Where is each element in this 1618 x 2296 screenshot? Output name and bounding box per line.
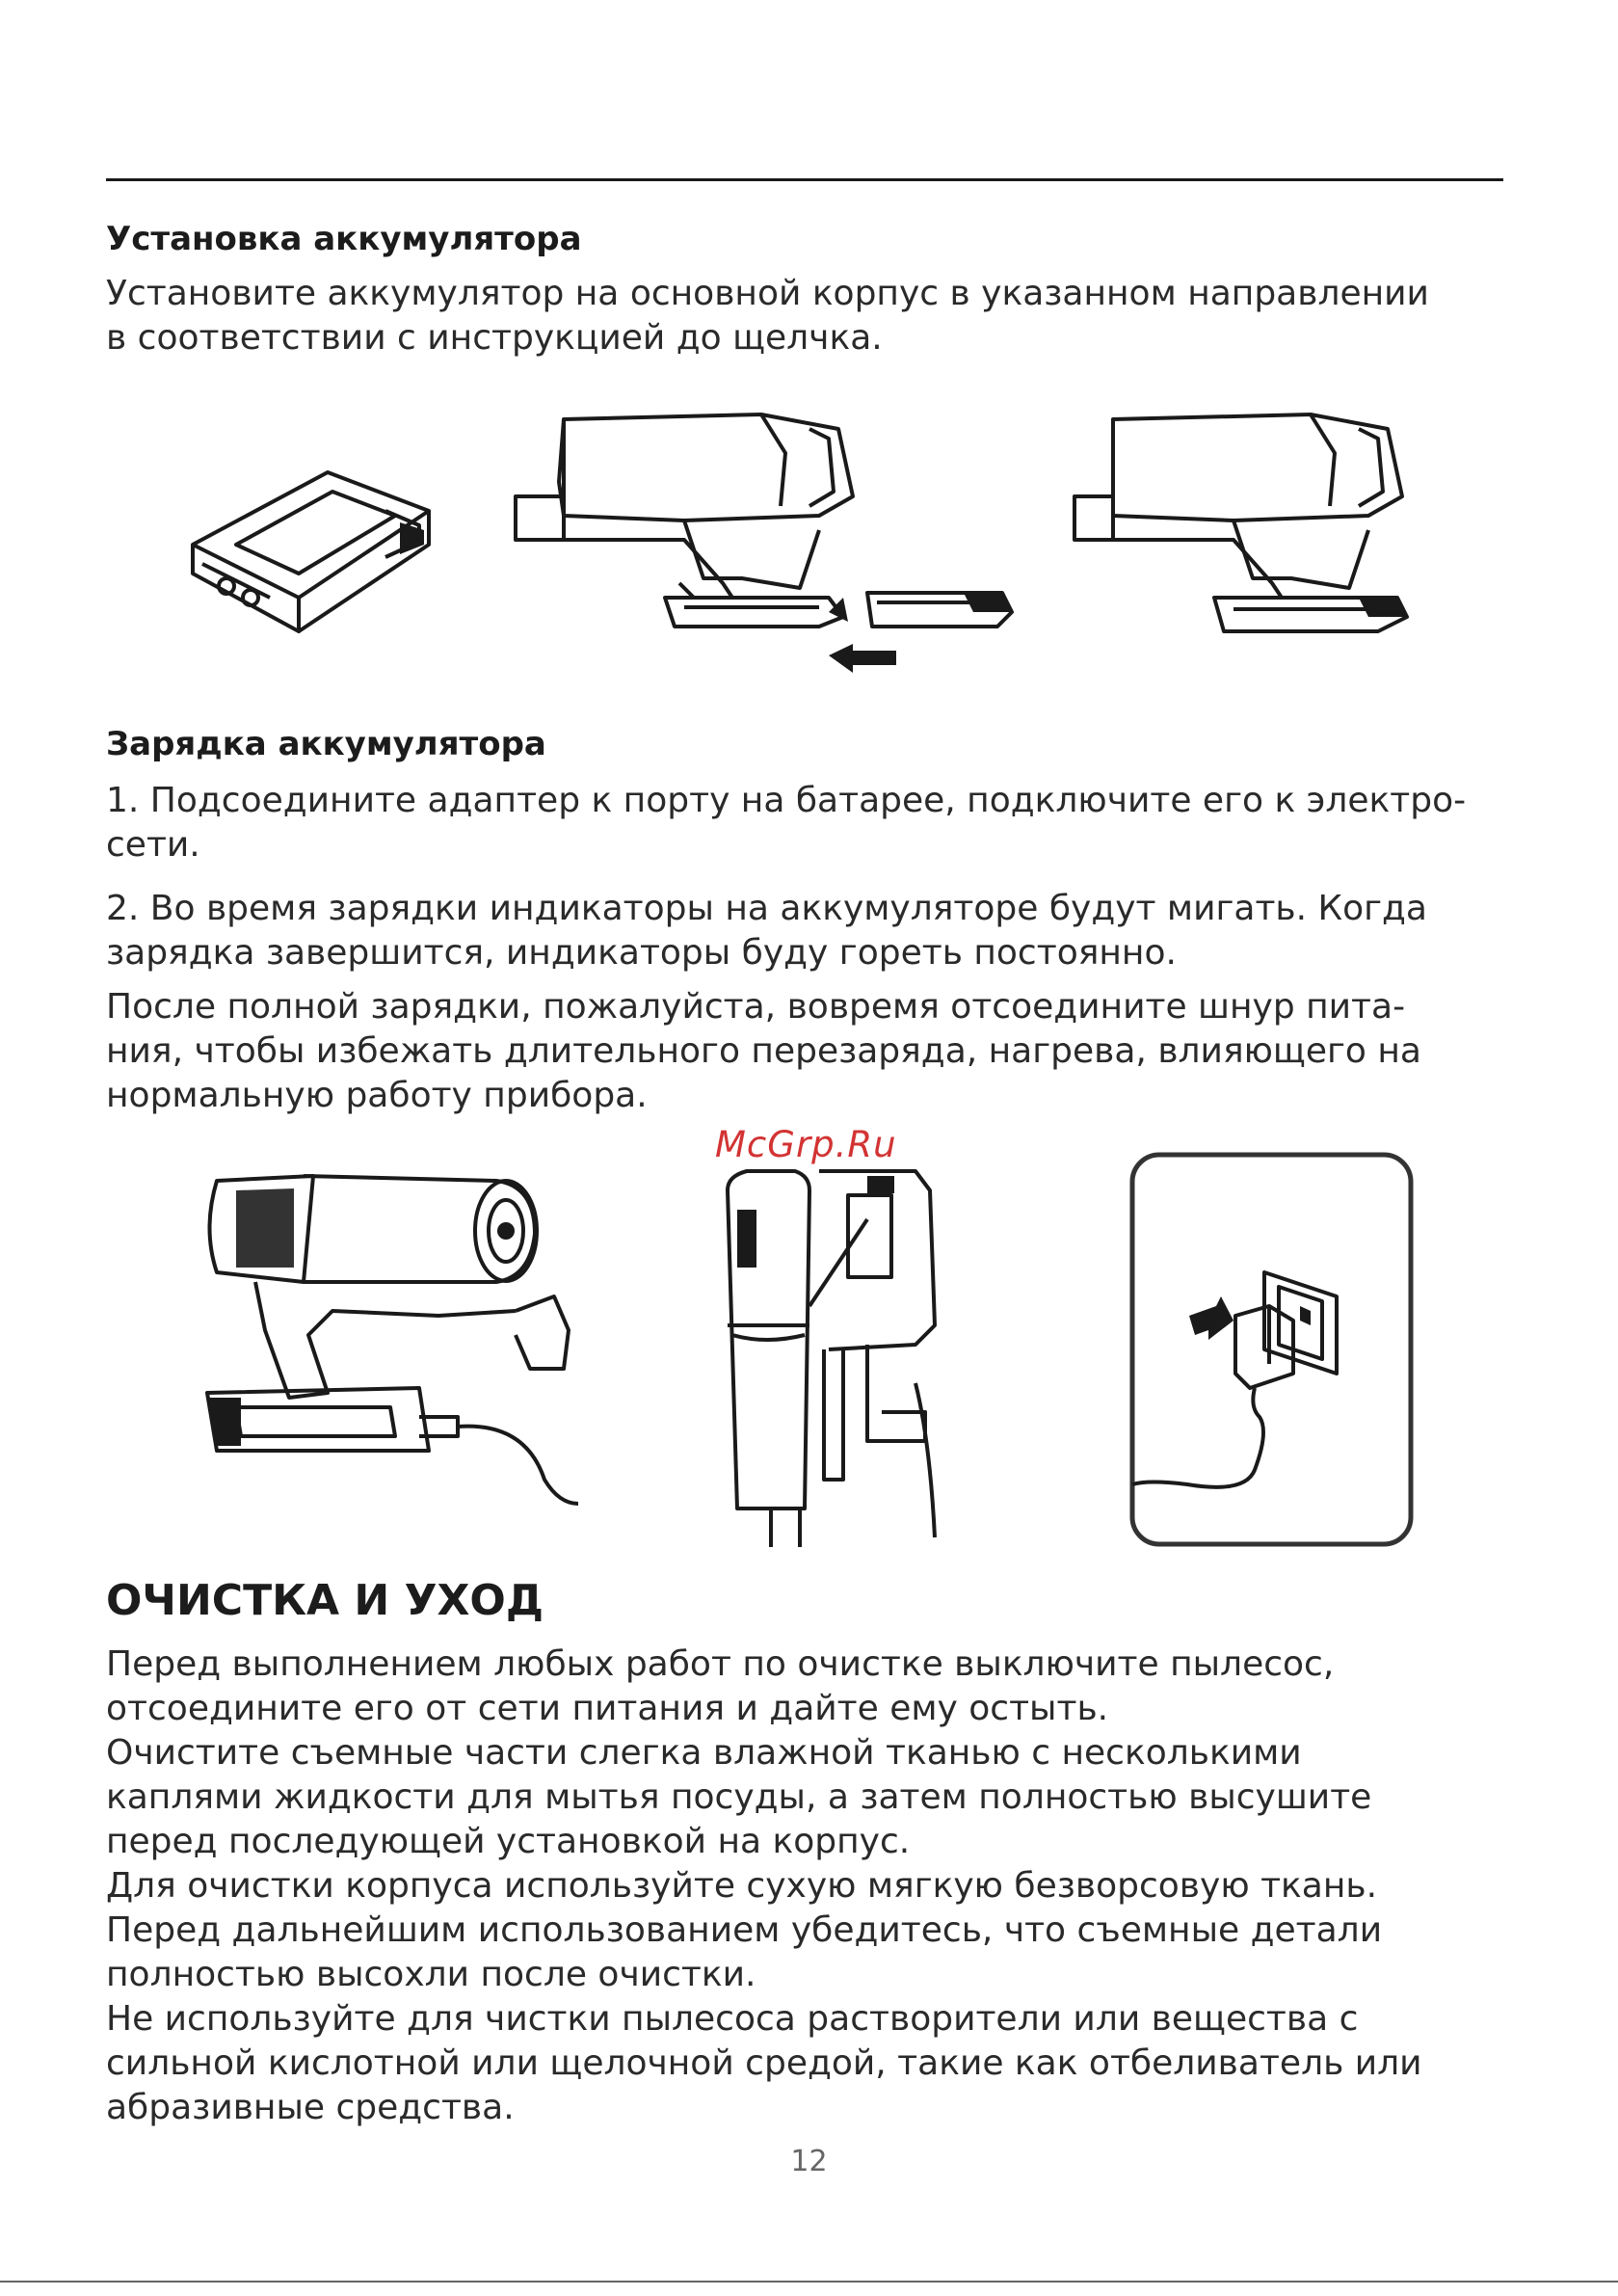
cleaning-line: Не используйте для чистки пылесоса растворители или вещества с bbox=[106, 1999, 1359, 2039]
charge-note-line-2: ния, чтобы избежать длительного перезаряда, нагрева, влияющего на bbox=[106, 1031, 1421, 1071]
cleaning-line: каплями жидкости для мытья посуды, а затем полностью высушите bbox=[106, 1777, 1372, 1817]
charge-step-1-line-2: сети. bbox=[106, 825, 200, 865]
charge-step-2-line-1: 2. Во время зарядки индикаторы на аккумуляторе будут мигать. Когда bbox=[106, 889, 1427, 928]
charge-step-1-line-1: 1. Подсоедините адаптер к порту на батарее, подключите его к электро- bbox=[106, 781, 1467, 820]
charge-note bbox=[106, 985, 1513, 1118]
charge-step-2-line-2: зарядка завершится, индикаторы буду гореть постоянно. bbox=[106, 933, 1177, 973]
vacuum-docked-illustration bbox=[713, 1152, 964, 1547]
charge-note-line-3: нормальную работу прибора. bbox=[106, 1076, 648, 1115]
cleaning-line: полностью высохли после очистки. bbox=[106, 1955, 756, 1994]
vacuum-battery-installed-illustration bbox=[1070, 395, 1417, 646]
cleaning-line: Очистите съемные части слегка влажной тканью с несколькими bbox=[106, 1733, 1302, 1773]
cleaning-line: перед последующей установкой на корпус. bbox=[106, 1822, 911, 1861]
battery-install-text bbox=[106, 272, 1513, 360]
cleaning-line: Перед дальнейшим использованием убедитесь, что съемные детали bbox=[106, 1910, 1383, 1950]
watermark: McGrp.Ru bbox=[715, 1124, 897, 1165]
top-divider bbox=[106, 178, 1503, 181]
battery-install-line-1: Установите аккумулятор на основной корпус в указанном направлении bbox=[106, 274, 1429, 313]
cleaning-line: Для очистки корпуса используйте сухую мягкую безворсовую ткань. bbox=[106, 1866, 1378, 1906]
battery-install-line-2: в соответствии с инструкцией до щелчка. bbox=[106, 318, 883, 358]
vacuum-battery-insert-illustration bbox=[511, 395, 1031, 694]
battery-install-heading: Установка аккумулятора bbox=[106, 220, 582, 258]
cleaning-title: ОЧИСТКА И УХОД bbox=[106, 1576, 544, 1625]
charge-step-2 bbox=[106, 887, 1513, 975]
charge-note-line-1: После полной зарядки, пожалуйста, вовремя отсоедините шнур пита- bbox=[106, 987, 1406, 1027]
vacuum-charging-illustration bbox=[198, 1161, 593, 1528]
bottom-divider bbox=[0, 2281, 1618, 2283]
battery-charge-heading: Зарядка аккумулятора bbox=[106, 725, 546, 763]
wall-adapter-illustration bbox=[1129, 1152, 1414, 1547]
charge-step-1 bbox=[106, 779, 1513, 868]
cleaning-line: сильной кислотной или щелочной средой, такие как отбеливатель или bbox=[106, 2043, 1422, 2083]
page-number: 12 bbox=[790, 2145, 828, 2178]
cleaning-line: Перед выполнением любых работ по очистке выключите пылесос, bbox=[106, 1644, 1335, 1684]
cleaning-line: отсоедините его от сети питания и дайте ему остыть. bbox=[106, 1689, 1109, 1728]
battery-pack-illustration bbox=[183, 453, 443, 646]
cleaning-text bbox=[106, 1642, 1513, 2130]
cleaning-line: абразивные средства. bbox=[106, 2088, 515, 2127]
